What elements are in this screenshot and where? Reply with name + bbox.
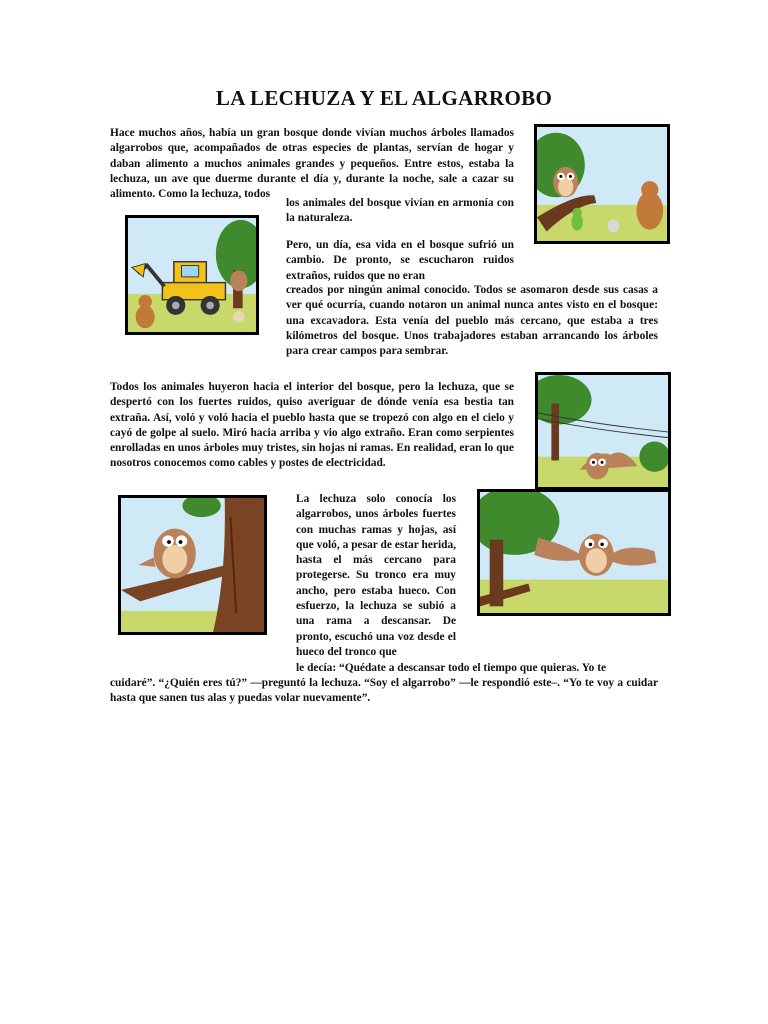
illustration-owl-on-branch	[118, 495, 267, 635]
paragraph-3: Todos los animales huyeron hacia el interior del bosque, pero la lechuza, que se despertó con los fuertes ruidos, quiso averiguar de dónde venía esa bestia tan extraña. Así, voló y voló hacia el pueblo hasta que se tropezó con algo en el cielo y cayó de golpe al suelo. Miró hacia arriba y vio algo extraño. Eran como serpientes enrolladas en unos árboles muy tristes, sin hojas ni ramas. En realidad, eran lo que nosotros conocemos como cables y postes de electricidad.	[110, 381, 514, 470]
illustration-owl-power-lines	[535, 372, 671, 490]
paragraph-2: Pero, un día, esa vida en el bosque sufrió un cambio. De pronto, se escucharon ruidos extraños, ruidos que no eran	[286, 239, 514, 282]
paragraph-4: La lechuza solo conocía los algarrobos, unos árboles fuertes con muchas ramas y hojas, así que voló, a pesar de estar herida, hasta el más cercano para protegerse. Su tronco era muy ancho, pero estaba hueco. Con esfuerzo, la lechuza se subió a una rama a descansar. De pronto, escuchó una voz desde el hueco del tronco que	[296, 493, 456, 658]
illustration-owl-forest-animals	[534, 124, 670, 244]
paragraph-4-line: le decía: “Quédate a descansar todo el tiempo que quieras. Yo te	[296, 662, 607, 674]
page-title: LA LECHUZA Y EL ALGARROBO	[215, 86, 553, 110]
paragraph-2-continued: creados por ningún animal conocido. Todos se asomaron desde sus casas a ver qué ocurría, cuando notaron un animal nunca antes visto en el bosque: una excavadora. Esta venía del pueblo más cercano, que estaba a tres kilómetros del bosque. Unos trabajadores estaban arrancando los árboles para crear campos para sembrar.	[286, 284, 658, 358]
paragraph-1: Hace muchos años, había un gran bosque donde vivían muchos árboles llamados algarrobos que, acompañados de otras especies de plantas, servían de hogar y daban alimento a muchos animales grandes y pequeños. Entre estos, estaba la lechuza, un ave que duerme durante el día y, durante la noche, sale a cazar su alimento. Como la lechuza, todos	[110, 127, 514, 201]
illustration-owl-flying	[477, 489, 671, 616]
paragraph-4-end: cuidaré”. “¿Quién eres tú?” —preguntó la lechuza. “Soy el algarrobo” —le respondió este–. “Yo te voy a cuidar hasta que sanen tus alas y puedas volar nuevamente”.	[110, 677, 658, 705]
paragraph-1-continued: los animales del bosque vivían en armonía con la naturaleza.	[286, 197, 514, 225]
illustration-excavator	[125, 215, 259, 335]
